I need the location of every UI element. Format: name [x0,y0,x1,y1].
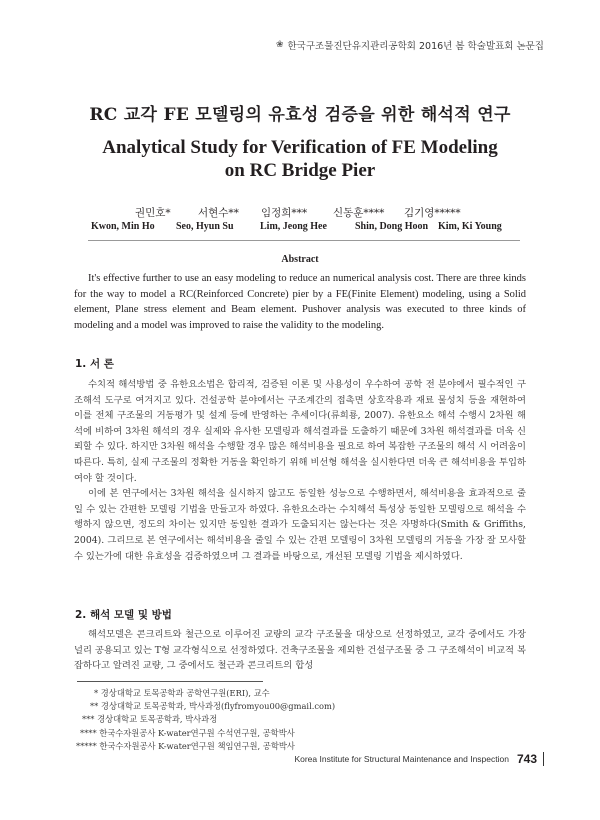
section-body-introduction [74,377,526,564]
abstract-heading: Abstract [281,254,319,265]
divider [88,240,520,241]
author-ko: 서현수** [198,207,239,219]
author-ko: 신동훈**** [333,207,385,219]
author-en: Kim, Ki Young [438,221,502,232]
section-heading-method: 2. 해석 모델 및 방법 [75,609,172,621]
running-header [276,38,544,52]
paragraph: 수치적 해석방법 중 유한요소법은 합리적, 검증된 이론 및 사용성이 우수하여 공학 전 분야에서 필수적인 구조해석 도구로 여겨지고 있다. 건설공학 분야에서는 구조계간의 접촉면 상호작용과 재료 물성치 등을 재현하여 이를 전체 구조물의 거동평가 및 설계 등에 반영하는 추세이다(류희룡, 2007). 유한요소 해석 수행시 2차원 해석에 비하여 3차원 해석의 경우 실제와 유사한 모델링과 해석결과를 도출하기 때문에 3차원 해석결과를 더욱 신뢰할 수 있다. 하지만 3차원 해석을 수행할 경우 많은 해석비용을 필요로 하여 복잡한 구조물의 해석 시 어려움이 따른다. 특히, 실제 구조물의 정확한 거동을 확인하기 위해 비선형 해석을 실시한다면 더욱 큰 해석비용을 투입하여야 할 것이다. [74,379,526,484]
page-footer [294,752,544,766]
author-ko: 권민호* [135,207,171,219]
paragraph: 해석모델은 콘크리트와 철근으로 이루어진 교량의 교각 구조물을 대상으로 선정하였고, 교각 중에서도 가장 널리 공용되고 있는 T형 교각형식으로 선정하였다. 건축구조물을 제외한 건설구조물 중 그 구조해석이 비교적 복잡하다고 알려진 교량, 그 중에서도 철근과 콘크리트의 합성 [74,629,526,672]
paragraph: 이에 본 연구에서는 3차원 해석을 실시하지 않고도 동일한 성능으로 수행하면서, 해석비용을 효과적으로 줄일 수 있는 간편한 모델링 기법을 만들고자 하였다. 유한요소라는 수치해석 특성상 동일한 모델링으로 해석을 수행하지 않으면, 정도의 차이는 있지만 동일한 결과가 도출되지는 않는다는 것은 자명하다(Smith & Griffiths, 2004). 그리므로 본 연구에서는 해석비용을 줄일 수 있는 간편 모델링이 3차원 모델링의 거동을 가장 잘 모사할 수 있는가에 대한 유효성을 검증하였으며 그 결과를 바탕으로, 개선된 모델링 기법을 제시하였다. [74,488,526,562]
footnote: ***** 한국수자원공사 K-water연구원 책임연구원, 공학박사 [76,740,295,751]
journal-name: 한국구조물진단유지관리공학회 2016년 봄 학술발표회 논문집 [287,41,544,52]
leaf-bullet-icon: ❀ [275,40,284,50]
english-title: Analytical Study for Verification of FE Modeling on RC Bridge Pier [102,137,498,181]
footnotes [76,687,336,753]
footnote: *** 경상대학교 토목공학과, 박사과정 [82,714,218,725]
footnote: **** 한국수자원공사 K-water연구원 수석연구원, 공학박사 [80,727,295,738]
section-heading-introduction: 1. 서 론 [75,358,114,370]
author-en: Shin, Dong Hoon [355,221,429,232]
section-body-method [74,627,526,674]
footer-institute: Korea Institute for Structural Maintenance and Inspection [294,754,509,764]
footnote: * 경상대학교 토목공학과 공학연구원(ERI), 교수 [94,688,270,698]
author-ko: 김기영***** [404,207,461,219]
korean-title: RC 교각 FE 모델링의 유효성 검증을 위한 해석적 연구 [89,105,511,125]
author-en: Kwon, Min Ho [91,221,155,232]
footnote-divider [77,681,263,682]
abstract-text: It's effective further to use an easy modeling to reduce an numerical analysis cost. There are three kinds for the way to model a RC(Reinforced Concrete) pier by a FE(Finite Element) modeling, using a Solid element, Plane stress element and Beam element. Pushover analysis was executed to three kinds of modeling and a model was improved to raise the validity to the modeling. [74,273,526,331]
page-number: 743 [517,752,544,766]
footnote: ** 경상대학교 토목공학과, 박사과정(flyfromyou00@gmail.com) [90,701,336,712]
author-en: Seo, Hyun Su [176,221,234,232]
author-ko: 임정희*** [261,207,308,219]
author-en: Lim, Jeong Hee [260,221,327,232]
